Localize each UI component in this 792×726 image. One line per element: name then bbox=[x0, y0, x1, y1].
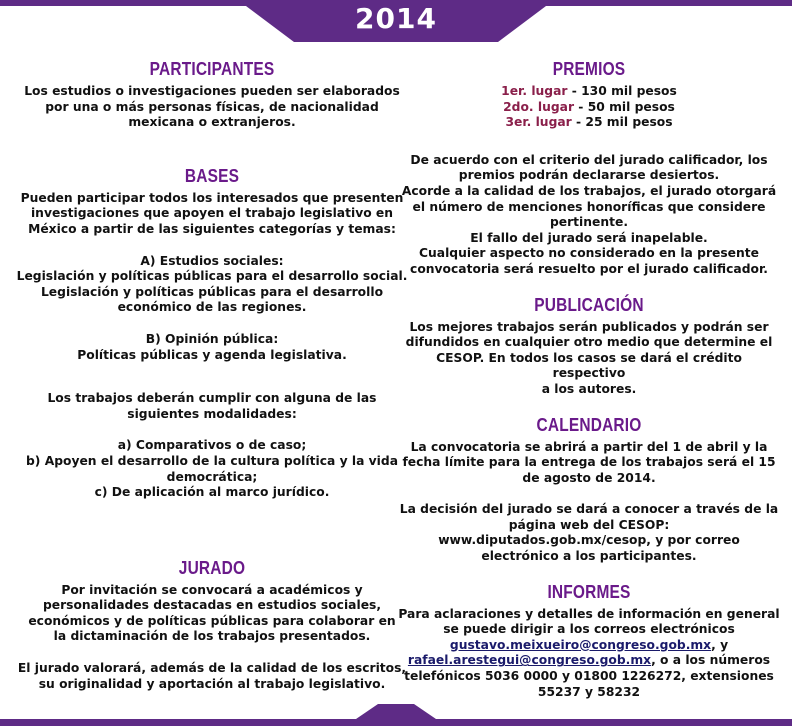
informes-heading: INFORMES bbox=[547, 581, 631, 602]
text-line: democrática; bbox=[166, 469, 258, 484]
calendario-text-2 bbox=[398, 502, 780, 564]
bases-modalidades bbox=[6, 438, 418, 500]
publicacion-text bbox=[398, 320, 780, 398]
text-line: El jurado valorará, además de la calidad de los escritos, bbox=[17, 661, 407, 676]
prize-amount: - 25 mil pesos bbox=[571, 115, 673, 130]
text-line: A) Estudios sociales: bbox=[140, 253, 284, 268]
left-column bbox=[6, 58, 418, 692]
footer-band bbox=[0, 700, 792, 726]
prize-place: 1er. lugar bbox=[501, 84, 568, 98]
text-line: Cualquier aspecto no considerado en la presente bbox=[419, 246, 759, 261]
premios-prize-list bbox=[398, 84, 780, 131]
text-line: La decisión del jurado se dará a conocer a través de la bbox=[399, 502, 779, 517]
text-line: c) De aplicación al marco jurídico. bbox=[94, 485, 330, 500]
text-line: la dictaminación de los trabajos presentados. bbox=[53, 629, 371, 644]
prize-place: 2do. lugar bbox=[503, 99, 575, 114]
section-premios bbox=[398, 58, 780, 278]
text-line: Por invitación se convocará a académicos y bbox=[61, 582, 363, 597]
text-line: convocatoria será resuelto por el jurado calificador. bbox=[410, 261, 768, 276]
text-line: de agosto de 2014. bbox=[522, 470, 656, 485]
text-line: Pueden participar todos los interesados que presenten bbox=[20, 190, 404, 205]
bases-modalidades-intro bbox=[6, 391, 418, 422]
text-line: Los estudios o investigaciones pueden ser elaborados bbox=[24, 84, 400, 98]
section-participantes bbox=[6, 58, 418, 131]
text-line: pertinente. bbox=[549, 215, 629, 230]
text-line: personalidades destacadas en estudios sociales, bbox=[42, 598, 382, 613]
text-line: www.diputados.gob.mx/cesop, y por correo bbox=[438, 533, 740, 548]
text-line: investigaciones que apoyen el trabajo legislativo en bbox=[30, 206, 394, 221]
text-line: B) Opinión pública: bbox=[145, 331, 279, 346]
text-line: fecha límite para la entrega de los trabajos será el 15 bbox=[402, 455, 776, 470]
participantes-text bbox=[6, 84, 418, 131]
text-line: el número de menciones honoríficas que considere bbox=[412, 199, 766, 214]
text-line: 55237 y 58232 bbox=[537, 684, 641, 699]
text-line: Políticas públicas y agenda legislativa. bbox=[77, 347, 347, 362]
email-link-rafael[interactable]: rafael.arestegui@congreso.gob.mx bbox=[407, 653, 652, 668]
jurado-text-2 bbox=[6, 661, 418, 692]
jurado-heading: JURADO bbox=[178, 557, 246, 578]
text-line: se puede dirigir a los correos electrónicos bbox=[443, 622, 735, 637]
email-line bbox=[398, 653, 780, 669]
right-column bbox=[398, 58, 780, 700]
jurado-text-1 bbox=[6, 583, 418, 645]
text-line: a) Comparativos o de caso; bbox=[117, 438, 307, 453]
section-publicacion bbox=[398, 294, 780, 398]
text-line: Los mejores trabajos serán publicados y podrán ser bbox=[409, 319, 769, 334]
text-line: Para aclaraciones y detalles de información en general bbox=[398, 606, 780, 621]
bases-category-a bbox=[6, 254, 418, 316]
bases-intro bbox=[6, 191, 418, 238]
text-line: Legislación y políticas públicas para el desarrollo social. bbox=[16, 269, 408, 284]
text-line: b) Apoyen el desarrollo de la cultura política y la vida bbox=[25, 453, 398, 468]
text-fragment: , o a los números bbox=[651, 653, 771, 668]
email-line bbox=[398, 638, 780, 654]
text-line: De acuerdo con el criterio del jurado calificador, los bbox=[410, 152, 768, 167]
text-line: económicos y de políticas públicas para colaborar en bbox=[28, 613, 396, 628]
prize-item bbox=[398, 84, 780, 100]
text-line: La convocatoria se abrirá a partir del 1 de abril y la bbox=[410, 439, 768, 454]
year-title: 2014 bbox=[355, 2, 437, 35]
text-line: premios podrán declararse desiertos. bbox=[458, 168, 720, 183]
text-line: por una o más personas físicas, de nacionalidad bbox=[45, 99, 379, 114]
text-line: mexicana o extranjeros. bbox=[128, 115, 296, 130]
text-line: económico de las regiones. bbox=[117, 300, 307, 315]
text-line: telefónicos 5036 0000 y 01800 1226272, extensiones bbox=[404, 669, 774, 684]
text-fragment: , y bbox=[711, 637, 729, 652]
publicacion-heading: PUBLICACIÓN bbox=[534, 294, 644, 315]
section-informes bbox=[398, 581, 780, 701]
section-jurado bbox=[6, 557, 418, 693]
premios-heading: PREMIOS bbox=[552, 59, 626, 79]
text-line: Legislación y políticas públicas para el desarrollo bbox=[40, 284, 384, 299]
text-line: CESOP. En todos los casos se dará el crédito respectivo bbox=[436, 350, 742, 381]
email-link-gustavo[interactable]: gustavo.meixueiro@congreso.gob.mx bbox=[449, 637, 712, 652]
text-line: página web del CESOP: bbox=[508, 517, 670, 532]
prize-amount: - 130 mil pesos bbox=[567, 84, 677, 98]
text-line: siguientes modalidades: bbox=[127, 406, 297, 421]
premios-text bbox=[398, 153, 780, 278]
calendario-text-1 bbox=[398, 440, 780, 487]
prize-amount: - 50 mil pesos bbox=[574, 99, 675, 114]
text-line: electrónico a los participantes. bbox=[481, 549, 697, 564]
bases-category-b bbox=[6, 332, 418, 363]
prize-item bbox=[398, 115, 780, 131]
text-line: su originalidad y aportación al trabajo legislativo. bbox=[38, 676, 386, 691]
section-calendario bbox=[398, 414, 780, 565]
text-line: El fallo del jurado será inapelable. bbox=[470, 230, 708, 245]
text-line: Los trabajos deberán cumplir con alguna de las bbox=[47, 391, 377, 406]
informes-text bbox=[398, 607, 780, 701]
calendario-heading: CALENDARIO bbox=[536, 414, 642, 435]
text-line: a los autores. bbox=[541, 381, 637, 396]
text-line: difundidos en cualquier otro medio que determine el bbox=[405, 335, 773, 350]
participantes-heading: PARTICIPANTES bbox=[149, 59, 275, 79]
section-bases bbox=[6, 165, 418, 501]
prize-item bbox=[398, 100, 780, 116]
text-line: México a partir de las siguientes categorías y temas: bbox=[28, 221, 396, 236]
prize-place: 3er. lugar bbox=[505, 115, 572, 130]
text-line: Acorde a la calidad de los trabajos, el jurado otorgará bbox=[401, 183, 777, 198]
bases-heading: BASES bbox=[184, 165, 240, 186]
